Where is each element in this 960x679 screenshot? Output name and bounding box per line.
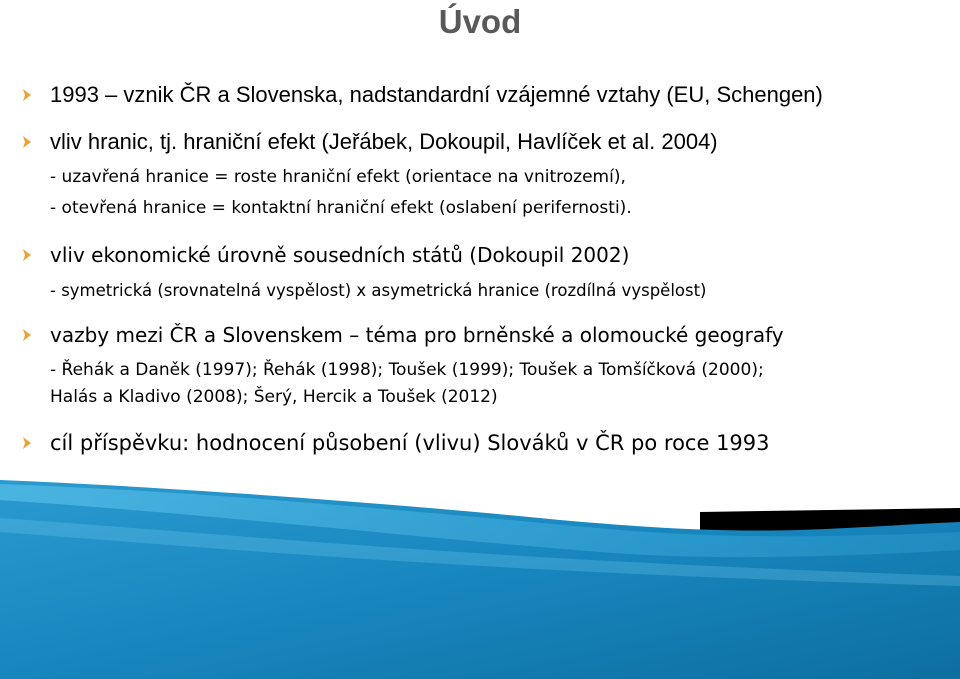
arrow-bullet-icon: [22, 248, 32, 262]
bullet-text: vliv ekonomické úrovně sousedních států (Dokoupil 2002): [50, 243, 630, 267]
slide-title: Úvod: [438, 3, 522, 40]
arrow-bullet-icon: [22, 88, 32, 102]
bullet-sub-line: - Řehák a Daněk (1997); Řehák (1998); Toušek (1999); Toušek a Tomšíčková (2000);: [50, 360, 764, 380]
bullet-item-4: [22, 320, 784, 350]
bullet-item-2: [22, 127, 718, 157]
bullet-sub-line: - symetrická (srovnatelná vyspělost) x asymetrická hranice (rozdílná vyspělost): [50, 281, 707, 300]
bullet-item-1: [22, 80, 823, 110]
bullet-sub-line: Halás a Kladivo (2008); Šerý, Hercik a Toušek (2012): [50, 387, 498, 407]
arrow-bullet-icon: [22, 135, 32, 149]
bullet-item-3: [22, 240, 629, 270]
arrow-bullet-icon: [22, 436, 32, 450]
bullet-sub-line: - uzavřená hranice = roste hraniční efekt (orientace na vnitrozemí),: [50, 167, 626, 187]
bullet-sub-line: - otevřená hranice = kontaktní hraniční efekt (oslabení perifernosti).: [50, 198, 632, 218]
bullet-text: vliv hranic, tj. hraniční efekt (Jeřábek, Dokoupil, Havlíček et al. 2004): [50, 129, 718, 154]
decorative-wave-band: [0, 480, 960, 679]
bullet-text: cíl příspěvku: hodnocení působení (vlivu) Slováků v ČR po roce 1993: [50, 431, 770, 455]
bullet-item-5: [22, 428, 770, 458]
bullet-text: 1993 – vznik ČR a Slovenska, nadstandardní vzájemné vztahy (EU, Schengen): [50, 82, 823, 107]
bullet-text: vazby mezi ČR a Slovenskem – téma pro brněnské a olomoucké geografy: [50, 323, 784, 347]
arrow-bullet-icon: [22, 328, 32, 342]
